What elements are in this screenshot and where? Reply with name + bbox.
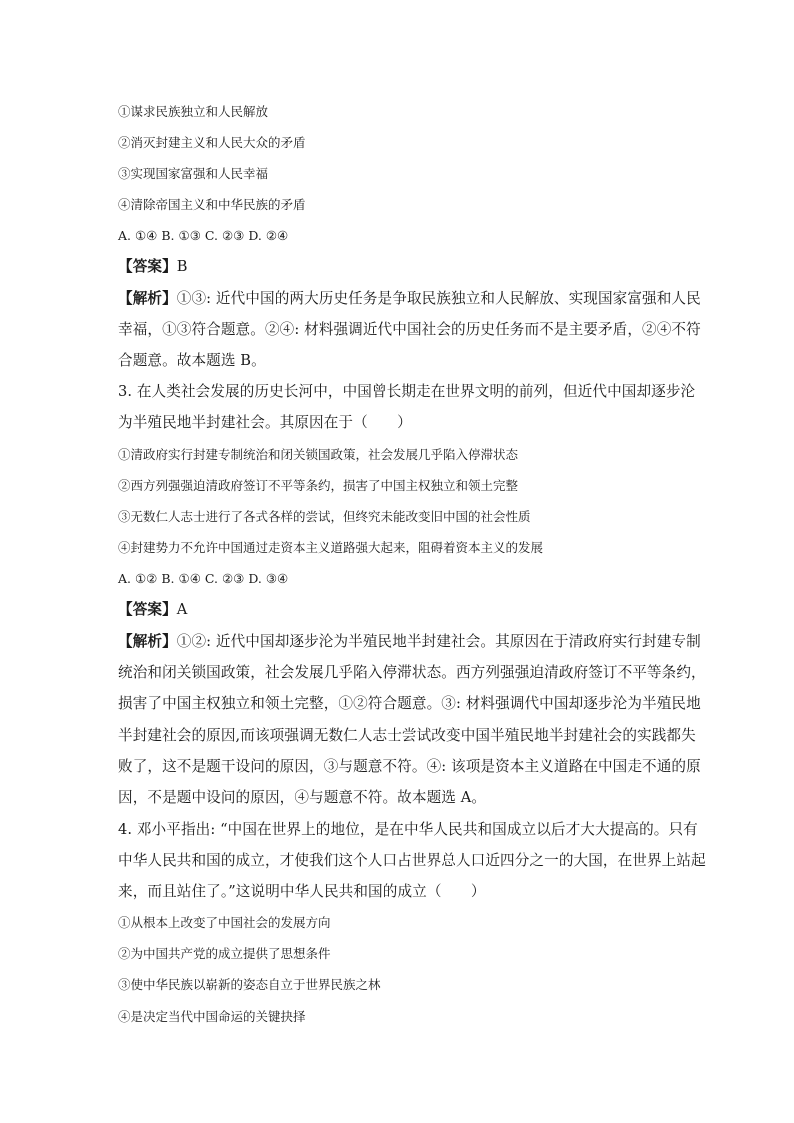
analysis-tag: 【解析】 (118, 633, 177, 650)
q2-option-1: ①谋求民族独立和人民解放 (118, 104, 269, 119)
q3-question-line-2: 为半殖民地半封建社会。其原因在于（ ） (118, 414, 412, 431)
q4-question-line-2: 中华人民共和国的成立，才使我们这个人口占世界总人口近四分之一的大国，在世界上站起 (118, 852, 706, 869)
q3-option-1: ①清政府实行封建专制统治和闭关锁国政策，社会发展几乎陷入停滞状态 (118, 447, 519, 462)
q3-option-4: ④封建势力不允许中国通过走资本主义道路强大起来，阻碍着资本主义的发展 (118, 540, 544, 555)
q2-choices: A. ①④ B. ①③ C. ②③ D. ②④ (118, 228, 289, 243)
q4-option-4: ④是决定当代中国命运的关键抉择 (118, 1009, 306, 1024)
q3-analysis-line-6: 因，不是题中设问的原因，④与题意不符。故本题选 A。 (118, 789, 487, 806)
q3-answer (118, 600, 187, 620)
q3-analysis-line-3: 损害了中国主权独立和领土完整，①②符合题意。③: 材料强调代中国却逐步沦为半殖民地 (118, 695, 701, 712)
q2-answer (118, 257, 188, 277)
q2-option-4: ④清除帝国主义和中华民族的矛盾 (118, 197, 306, 212)
q3-option-2: ②西方列强强迫清政府签订不平等条约，损害了中国主权独立和领土完整 (118, 478, 519, 493)
q4-question-line-1: 4. 邓小平指出: “中国在世界上的地位，是在中华人民共和国成立以后才大大提高的。只有 (118, 821, 698, 838)
q3-analysis-line-4: 半封建社会的原因,而该项强调无数仁人志士尝试改变中国半殖民地半封建社会的实践都失 (118, 727, 696, 744)
q2-analysis-line-3: 合题意。故本题选 B。 (118, 352, 266, 369)
answer-tag: 【答案】 (118, 601, 177, 618)
q3-choices: A. ①② B. ①④ C. ②③ D. ③④ (118, 571, 289, 586)
q3-option-3: ③无数仁人志士进行了各式各样的尝试，但终究未能改变旧中国的社会性质 (118, 509, 531, 524)
q4-option-1: ①从根本上改变了中国社会的发展方向 (118, 915, 331, 930)
q3-analysis-line-5: 败了，这不是题干设问的原因，③与题意不符。④: 该项是资本主义道路在中国走不通的原 (118, 758, 701, 775)
analysis-tag: 【解析】 (118, 290, 177, 307)
q4-option-3: ③使中华民族以崭新的姿态自立于世界民族之林 (118, 977, 381, 992)
q4-question-line-3: 来，而且站住了。”这说明中华人民共和国的成立（ ） (118, 883, 486, 900)
answer-value: A (176, 601, 188, 618)
q3-question-line-1: 3. 在人类社会发展的历史长河中，中国曾长期走在世界文明的前列，但近代中国却逐步沦 (118, 383, 696, 400)
q2-analysis-line-2: 幸福，①③符合题意。②④: 材料强调近代中国社会的历史任务而不是主要矛盾，②④不符 (118, 321, 701, 338)
analysis-text: ①③: 近代中国的两大历史任务是争取民族独立和人民解放、实现国家富强和人民 (176, 290, 701, 307)
answer-value: B (176, 258, 188, 275)
q2-option-2: ②消灭封建主义和人民大众的矛盾 (118, 135, 306, 150)
q3-analysis-line-2: 统治和闭关锁国政策，社会发展几乎陷入停滞状态。西方列强强迫清政府签订不平等条约， (118, 664, 706, 681)
q3-analysis-line-1 (118, 632, 701, 652)
analysis-text: ①②: 近代中国却逐步沦为半殖民地半封建社会。其原因在于清政府实行封建专制 (176, 633, 701, 650)
q4-option-2: ②为中国共产党的成立提供了思想条件 (118, 946, 331, 961)
q2-option-3: ③实现国家富强和人民幸福 (118, 166, 269, 181)
answer-tag: 【答案】 (118, 258, 177, 275)
q2-analysis-line-1 (118, 289, 701, 309)
